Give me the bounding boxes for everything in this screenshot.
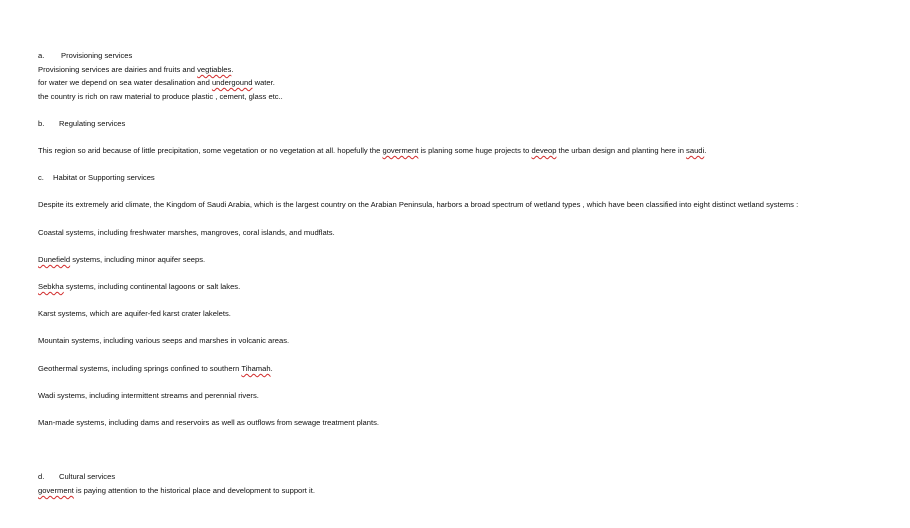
text-run: systems, including continental lagoons or salt lakes. (63, 282, 241, 291)
wetland-system-manmade: Man-made systems, including dams and reservoirs as well as outflows from sewage treatment plants. (38, 418, 380, 427)
text-run: systems, including minor aquifer seeps. (70, 255, 206, 264)
text-run: Provisioning services are dairies and fruits and (38, 65, 198, 74)
misspelled-word[interactable]: Dunefield (38, 255, 71, 264)
wetland-system-sebkha (38, 282, 240, 292)
misspelled-word[interactable]: vegtiables (197, 65, 232, 74)
heading-text: Cultural services (59, 472, 116, 481)
text-run: . (270, 364, 273, 373)
heading-text: Habitat or Supporting services (53, 173, 155, 182)
paragraph-line: Despite its extremely arid climate, the Kingdom of Saudi Arabia, which is the largest country on the Arabian Peninsula, harbors a broad spectrum of wetland types , which have been classified into eight distinct wetland systems : (38, 200, 799, 209)
misspelled-word[interactable]: undergound (211, 78, 253, 87)
misspelled-word[interactable]: saudi (686, 146, 705, 155)
list-marker: a. (38, 51, 45, 60)
heading-cultural (38, 472, 115, 482)
paragraph-line (38, 146, 706, 156)
misspelled-word[interactable]: goverment (38, 486, 74, 495)
list-marker: c. (38, 173, 44, 182)
list-marker: d. (38, 472, 45, 481)
text-run: . (704, 146, 707, 155)
misspelled-word[interactable]: Sebkha (38, 282, 64, 291)
list-marker: b. (38, 119, 45, 128)
text-run: . (231, 65, 234, 74)
heading-regulating (38, 119, 125, 129)
wetland-system-coastal: Coastal systems, including freshwater marshes, mangroves, coral islands, and mudflats. (38, 228, 335, 237)
wetland-system-wadi: Wadi systems, including intermittent streams and perennial rivers. (38, 391, 259, 400)
paragraph-line: the country is rich on raw material to produce plastic , cement, glass etc.. (38, 92, 283, 101)
text-run: Geothermal systems, including springs confined to southern (38, 364, 242, 373)
text-run: is paying attention to the historical place and development to support it. (73, 486, 315, 495)
wetland-system-karst: Karst systems, which are aquifer-fed karst crater lakelets. (38, 309, 231, 318)
paragraph-line (38, 486, 315, 496)
wetland-system-mountain: Mountain systems, including various seeps and marshes in volcanic areas. (38, 336, 290, 345)
text-run: water. (252, 78, 275, 87)
heading-habitat (38, 173, 155, 183)
heading-text: Provisioning services (61, 51, 133, 60)
heading-provisioning (38, 51, 132, 61)
wetland-system-geothermal (38, 364, 273, 374)
misspelled-word[interactable]: goverment (382, 146, 419, 155)
heading-text: Regulating services (59, 119, 126, 128)
wetland-system-dunefield (38, 255, 205, 265)
paragraph-line (38, 65, 233, 75)
text-run: is planing some huge projects to (418, 146, 532, 155)
paragraph-line (38, 78, 275, 88)
misspelled-word[interactable]: deveop (531, 146, 557, 155)
misspelled-word[interactable]: Tihamah (241, 364, 271, 373)
text-run: the urban design and planting here in (556, 146, 687, 155)
text-run: This region so arid because of little precipitation, some vegetation or no vegetation at all. hopefully the (38, 146, 383, 155)
text-run: for water we depend on sea water desalination and (38, 78, 212, 87)
